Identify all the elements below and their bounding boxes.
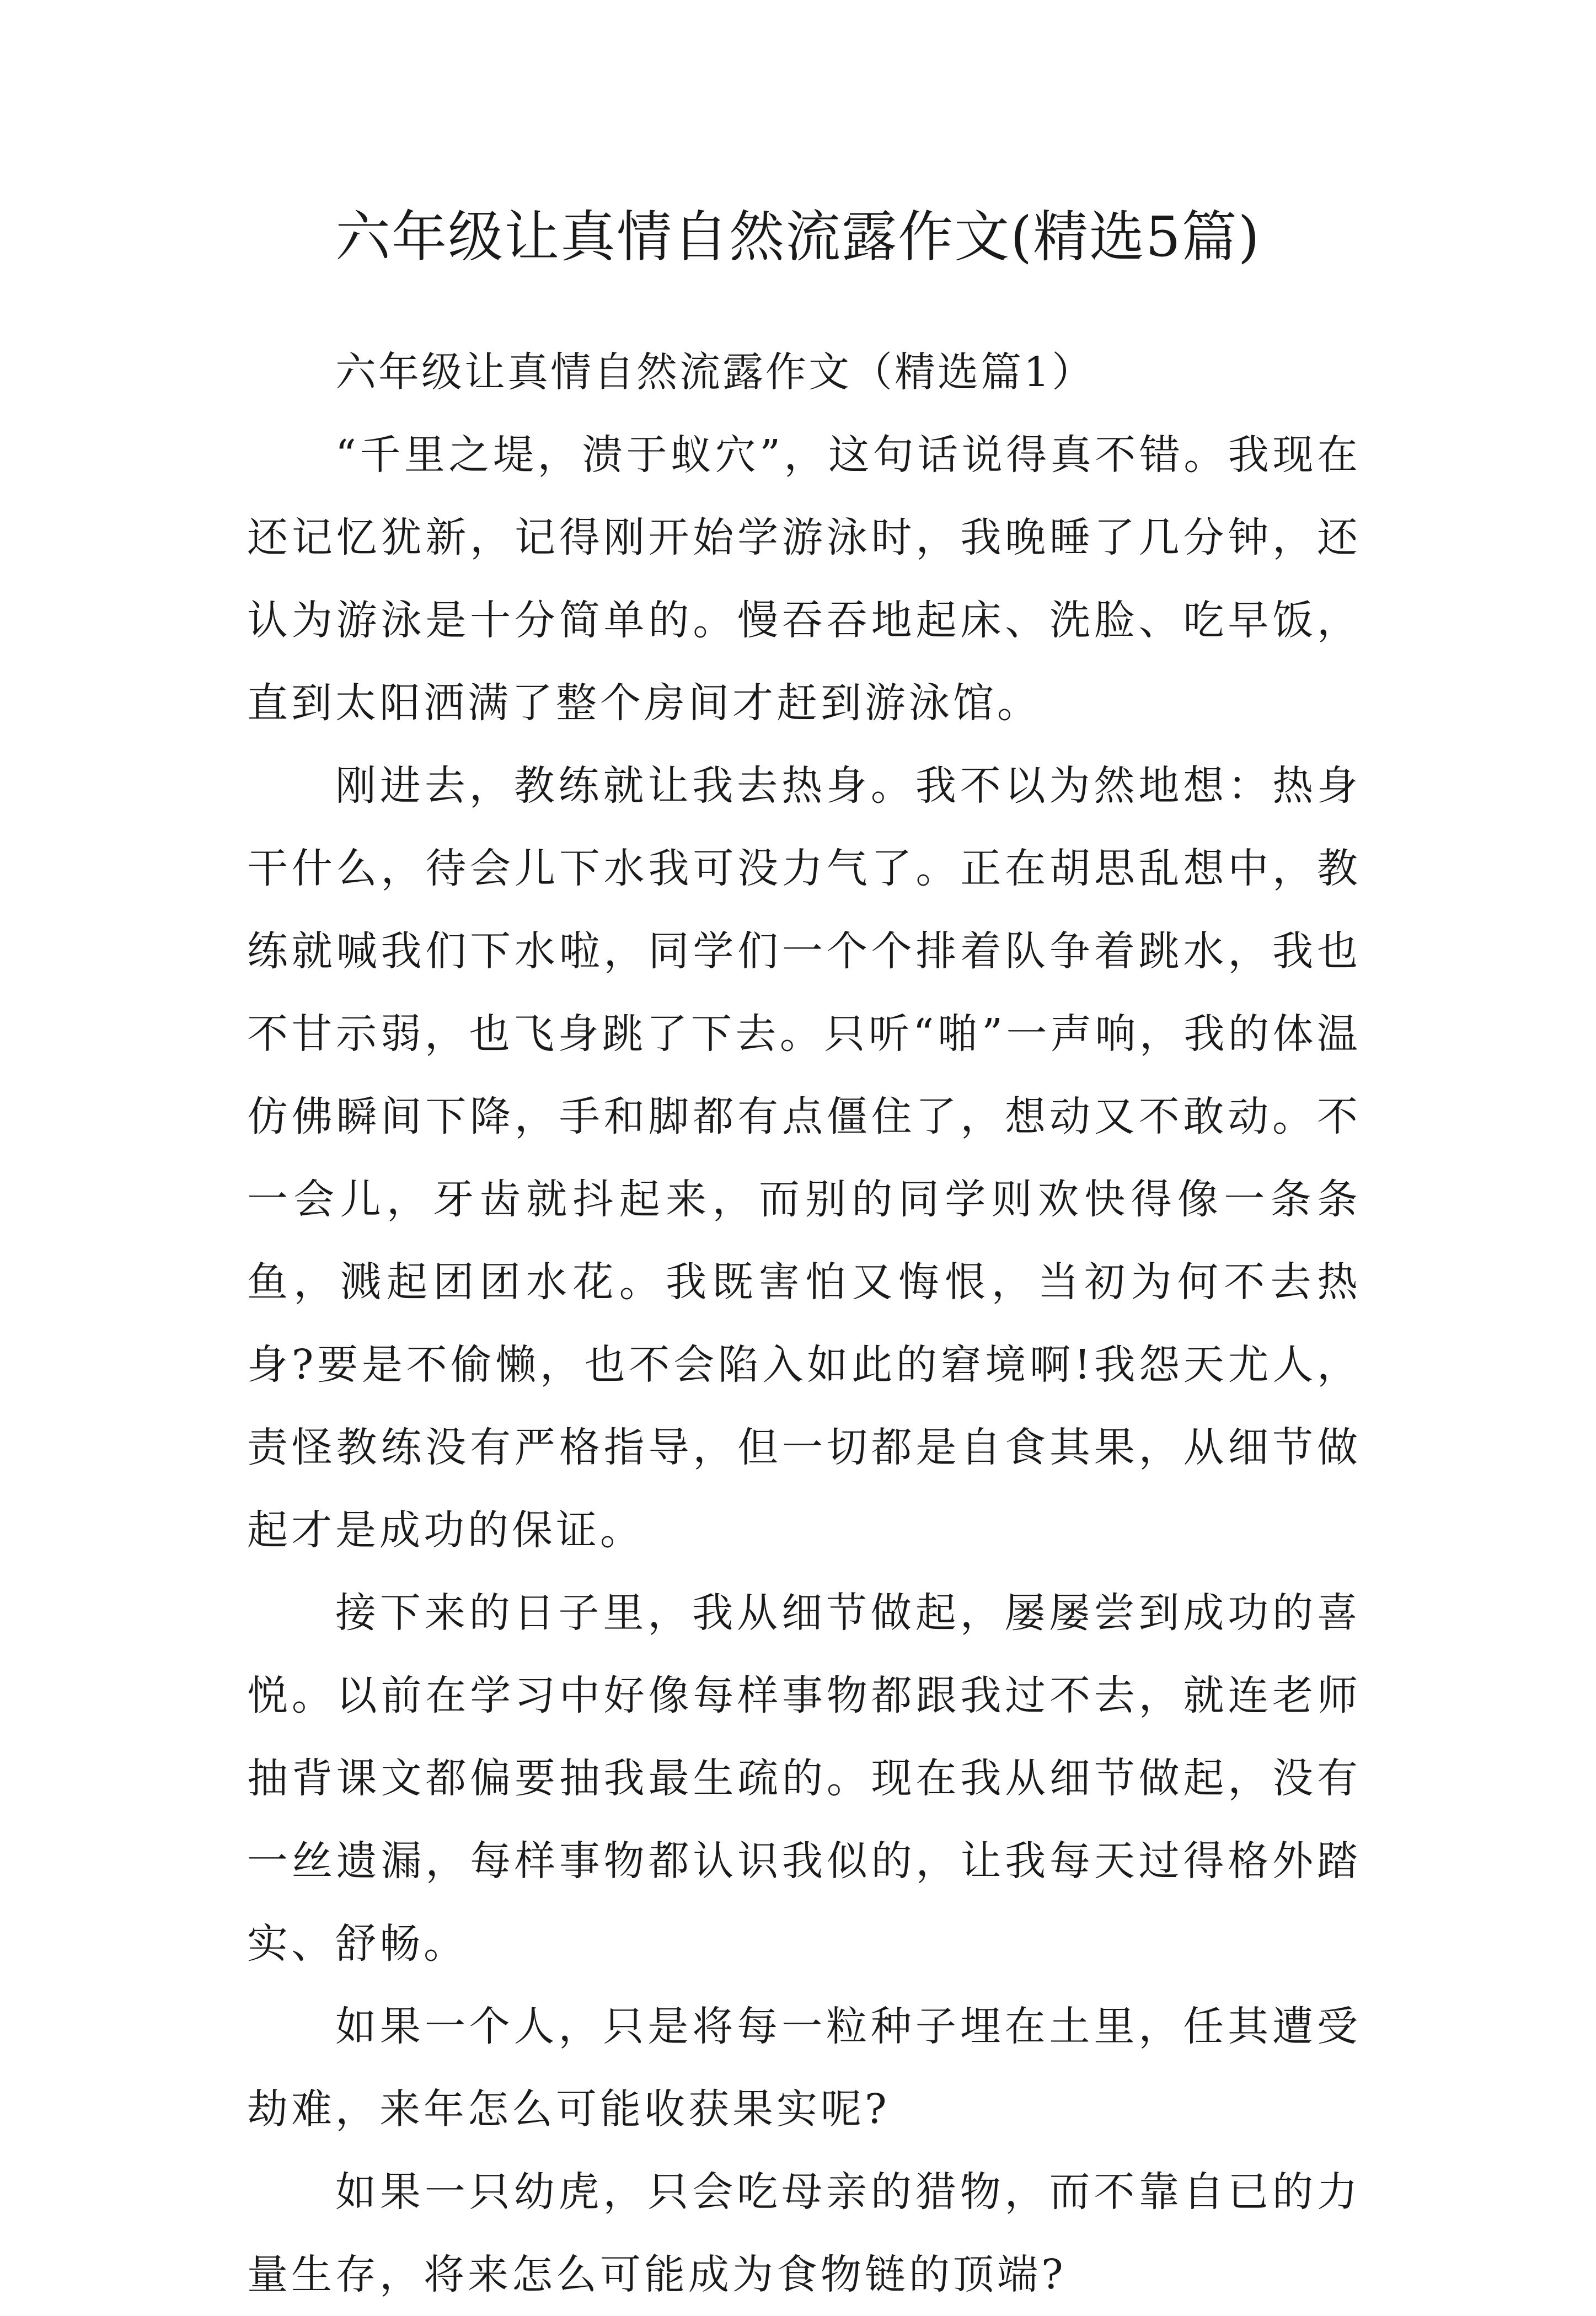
section-heading: 六年级让真情自然流露作文（精选篇1） [335, 349, 1095, 396]
paragraph: 如果一只幼虎，只会吃母亲的猎物，而不靠自已的力量生存，将来怎么可能成为食物链的顶端? [247, 2168, 1361, 2298]
paragraph: 刚进去，教练就让我去热身。我不以为然地想：热身干什么，待会儿下水我可没力气了。正在胡思乱想中，教练就喊我们下水啦，同学们一个个排着队争着跳水，我也不甘示弱，也飞身跳了下去。只听“啪”一声响，我的体温仿佛瞬间下降，手和脚都有点僵住了，想动又不敢动。不一会儿，牙齿就抖起来，而别的同学则欢快得像一条条鱼，溅起团团水花。我既害怕又悔恨，当初为何不去热身?要是不偷懒，也不会陷入如此的窘境啊!我怨天尤人，责怪教练没有严格指导，但一切都是自食其果，从细节做起才是成功的保证。 [247, 762, 1361, 1554]
paragraph: 接下来的日子里，我从细节做起，屡屡尝到成功的喜悦。以前在学习中好像每样事物都跟我过不去，就连老师抽背课文都偏要抽我最生疏的。现在我从细节做起，没有一丝遗漏，每样事物都认识我似的，让我每天过得格外踏实、舒畅。 [247, 1589, 1361, 1967]
paragraph: 如果一个人，只是将每一粒种子埋在土里，任其遭受劫难，来年怎么可能收获果实呢? [247, 2003, 1361, 2133]
document-title: 六年级让真情自然流露作文(精选5篇) [335, 205, 1261, 269]
paragraph: “千里之堤，溃于蚁穴”，这句话说得真不错。我现在还记忆犹新，记得刚开始学游泳时，我晚睡了几分钟，还认为游泳是十分简单的。慢吞吞地起床、洗脸、吃早饭，直到太阳洒满了整个房间才赶到游泳馆。 [247, 431, 1361, 727]
document-body [247, 331, 1361, 2316]
